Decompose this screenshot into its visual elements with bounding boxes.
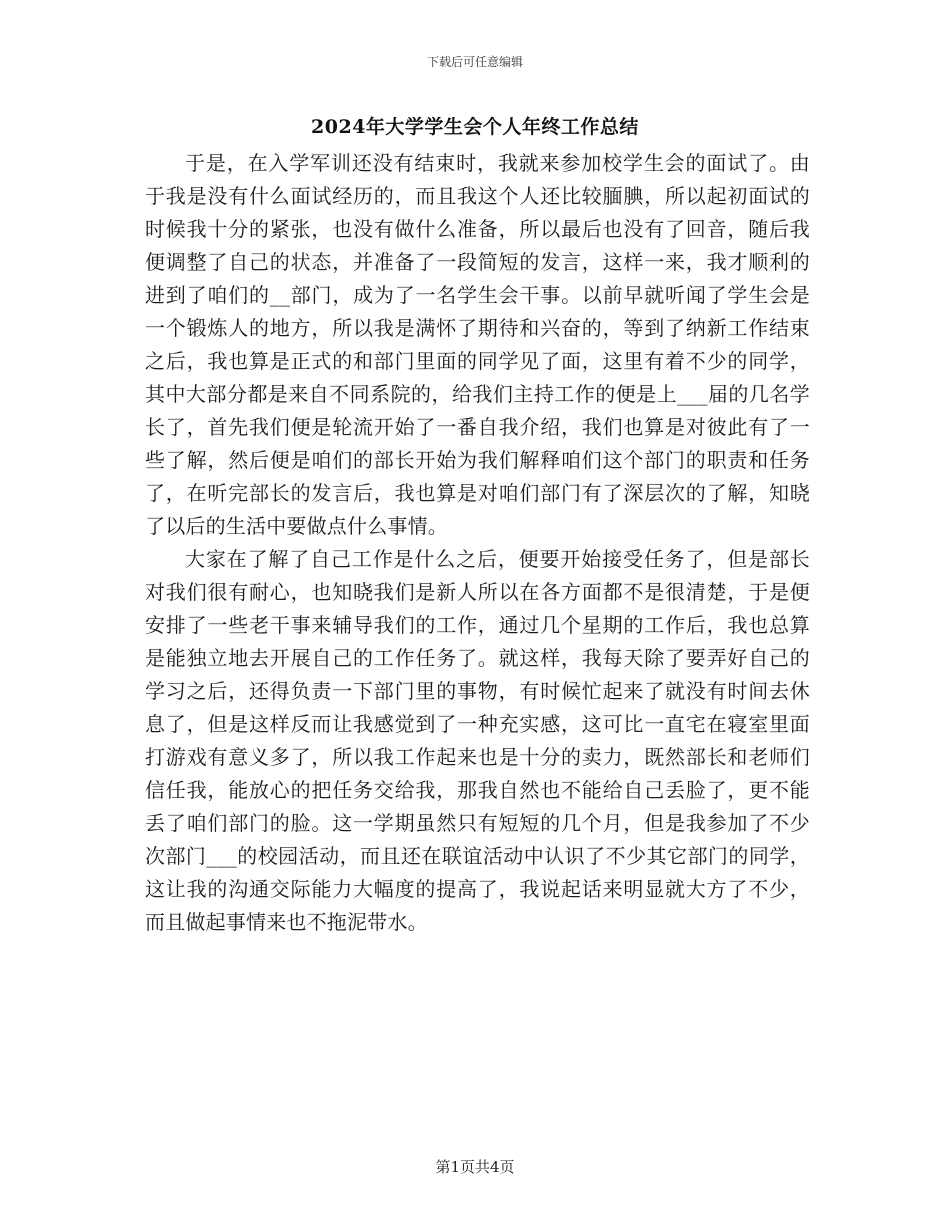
document-body	[145, 147, 810, 939]
body-paragraph-1: 于是，在入学军训还没有结束时，我就来参加校学生会的面试了。由于我是没有什么面试经历的，而且我这个人还比较腼腆，所以起初面试的时候我十分的紧张，也没有做什么准备，所以最后也没有了回音，随后我便调整了自己的状态，并准备了一段简短的发言，这样一来，我才顺利的进到了咱们的__部门，成为了一名学生会干事。以前早就听闻了学生会是一个锻炼人的地方，所以我是满怀了期待和兴奋的，等到了纳新工作结束之后，我也算是正式的和部门里面的同学见了面，这里有着不少的同学，其中大部分都是来自不同系院的，给我们主持工作的便是上___届的几名学长了，首先我们便是轮流开始了一番自我介绍，我们也算是对彼此有了一些了解，然后便是咱们的部长开始为我们解释咱们这个部门的职责和任务了，在听完部长的发言后，我也算是对咱们部门有了深层次的了解，知晓了以后的生活中要做点什么事情。	[145, 151, 810, 538]
document-title: 2024年大学学生会个人年终工作总结	[311, 116, 639, 138]
header-note: 下载后可任意编辑	[426, 55, 523, 69]
page-footer: 第1页共4页	[435, 1158, 515, 1176]
body-paragraph-2: 大家在了解了自己工作是什么之后，便要开始接受任务了，但是部长对我们很有耐心，也知晓我们是新人所以在各方面都不是很清楚，于是便安排了一些老干事来辅导我们的工作，通过几个星期的工作后，我也总算是能独立地去开展自己的工作任务了。就这样，我每天除了要弄好自己的学习之后，还得负责一下部门里的事物，有时候忙起来了就没有时间去休息了，但是这样反而让我感觉到了一种充实感，这可比一直宅在寝室里面打游戏有意义多了，所以我工作起来也是十分的卖力，既然部长和老师们信任我，能放心的把任务交给我，那我自然也不能给自己丢脸了，更不能丢了咱们部门的脸。这一学期虽然只有短短的几个月，但是我参加了不少次部门___的校园活动，而且还在联谊活动中认识了不少其它部门的同学，这让我的沟通交际能力大幅度的提高了，我说起话来明显就大方了不少，而且做起事情来也不拖泥带水。	[145, 547, 810, 934]
